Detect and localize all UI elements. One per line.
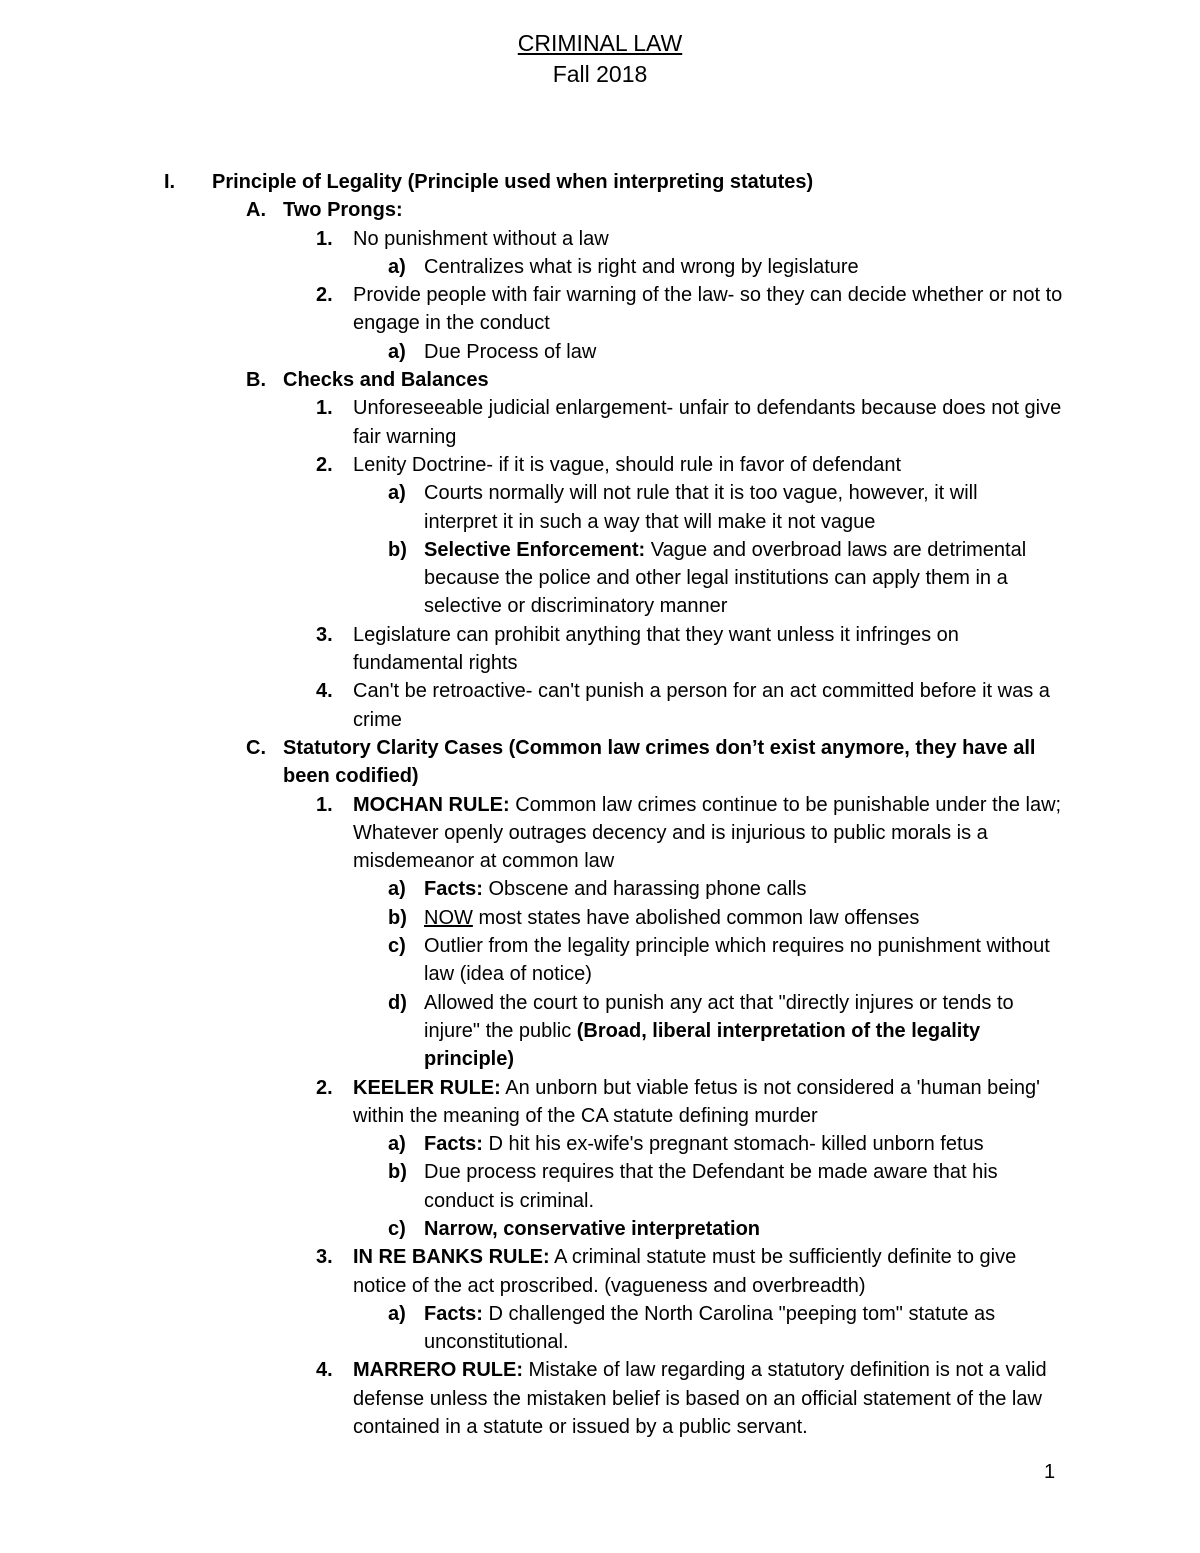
outline-text: Lenity Doctrine- if it is vague, should rule in favor of defendant bbox=[353, 453, 902, 476]
outline-item bbox=[0, 677, 1065, 734]
outline-marker: 1. bbox=[316, 227, 333, 250]
outline-marker: B. bbox=[246, 369, 266, 392]
outline-lead: Narrow, conservative interpretation bbox=[424, 1217, 761, 1240]
outline-marker: a) bbox=[388, 482, 406, 505]
outline-body bbox=[212, 171, 813, 193]
outline-marker: 4. bbox=[316, 680, 333, 703]
outline-text: Due Process of law bbox=[424, 340, 597, 363]
page-number: 1 bbox=[1044, 1461, 1056, 1483]
outline-lead: Facts: bbox=[424, 1133, 483, 1156]
outline-body bbox=[424, 539, 1026, 618]
outline-item bbox=[0, 168, 1072, 196]
outline-text: Due process requires that the Defendant be made aware that his conduct is criminal. bbox=[424, 1161, 998, 1212]
outline-marker: a) bbox=[388, 878, 406, 901]
document-subtitle: Fall 2018 bbox=[552, 61, 648, 87]
outline-marker: 3. bbox=[316, 623, 333, 646]
outline-text: Vague and overbroad laws are detrimental because the police and other legal institutions can apply them in a selective or discriminatory manner bbox=[424, 538, 1027, 618]
outline-body bbox=[424, 341, 596, 363]
outline-text: Principle of Legality (Principle used when interpreting statutes) bbox=[212, 171, 814, 193]
outline-item bbox=[0, 989, 1054, 1074]
outline-text: most states have abolished common law offenses bbox=[472, 906, 920, 929]
outline-marker: b) bbox=[388, 1161, 407, 1184]
outline-text: D challenged the North Carolina "peeping tom" statute as unconstitutional. bbox=[424, 1302, 996, 1354]
outline-marker: I. bbox=[164, 171, 176, 193]
outline-text: Courts normally will not rule that it is too vague, however, it will interpret it in such a way that will make it not vague bbox=[424, 482, 978, 533]
outline-marker: C. bbox=[246, 736, 266, 759]
outline-body bbox=[424, 992, 1014, 1071]
outline-text: Provide people with fair warning of the law- so they can decide whether or not to engage in the conduct bbox=[353, 284, 1063, 335]
outline bbox=[0, 168, 1200, 1441]
outline-text: Unforeseeable judicial enlargement- unfair to defendants because does not give fair warning bbox=[353, 397, 1062, 448]
outline-text: Checks and Balances bbox=[283, 369, 489, 392]
outline-item bbox=[0, 1158, 1054, 1215]
outline-body bbox=[353, 624, 959, 674]
outline-text: An unborn but viable fetus is not considered a 'human being' within the meaning of the CA statute defining murder bbox=[353, 1076, 1040, 1127]
outline-item bbox=[0, 904, 1054, 932]
outline-marker: b) bbox=[388, 538, 407, 561]
outline-item bbox=[0, 394, 1065, 451]
outline-item bbox=[0, 734, 1043, 791]
outline-body bbox=[424, 1161, 998, 1211]
outline-body bbox=[353, 284, 1062, 334]
outline-text: Common law crimes continue to be punishable under the law; Whatever openly outrages decency and is injurious to public morals is a misdemeanor at common law bbox=[353, 793, 1062, 873]
outline-item bbox=[0, 338, 1054, 366]
outline-body bbox=[283, 737, 1035, 787]
outline-emphasis: NOW bbox=[424, 906, 473, 929]
outline-tail: (Broad, liberal interpretation of the legality principle) bbox=[424, 1019, 981, 1071]
outline-body bbox=[424, 482, 978, 532]
outline-marker: 2. bbox=[316, 1076, 333, 1099]
document-header bbox=[0, 28, 1200, 90]
outline-item bbox=[0, 1356, 1065, 1441]
outline-body bbox=[353, 1246, 1016, 1296]
outline-item bbox=[0, 1215, 1054, 1243]
outline-lead: MARRERO RULE: bbox=[353, 1359, 523, 1382]
outline-lead: Facts: bbox=[424, 878, 483, 901]
outline-body bbox=[353, 397, 1061, 447]
outline-text: Legislature can prohibit anything that they want unless it infringes on fundamental rights bbox=[353, 623, 959, 675]
outline-text: Allowed the court to punish any act that "directly injures or tends to injure" the public bbox=[424, 991, 1014, 1042]
outline-body bbox=[283, 369, 489, 391]
outline-text: Obscene and harassing phone calls bbox=[482, 878, 807, 901]
outline-marker: a) bbox=[388, 340, 406, 363]
outline-item bbox=[0, 1130, 1054, 1158]
outline-marker: a) bbox=[388, 255, 406, 278]
outline-body bbox=[283, 199, 403, 221]
outline-marker: a) bbox=[388, 1302, 406, 1325]
outline-item bbox=[0, 1300, 1054, 1357]
outline-marker: 4. bbox=[316, 1359, 333, 1382]
outline-marker: c) bbox=[388, 935, 406, 958]
outline-item bbox=[0, 1243, 1065, 1300]
outline-text: No punishment without a law bbox=[353, 227, 609, 250]
outline-text: Centralizes what is right and wrong by legislature bbox=[424, 255, 859, 278]
outline-body bbox=[424, 1218, 760, 1240]
outline-text: Mistake of law regarding a statutory definition is not a valid defense unless the mistaken belief is based on an official statement of the law contained in a statute or issued by a public servant. bbox=[353, 1359, 1047, 1439]
outline-body bbox=[424, 1303, 995, 1353]
outline-item bbox=[0, 621, 1065, 678]
outline-lead: Facts: bbox=[424, 1302, 483, 1325]
outline-body bbox=[424, 878, 806, 900]
outline-text: D hit his ex-wife's pregnant stomach- killed unborn fetus bbox=[482, 1133, 984, 1156]
outline-item bbox=[0, 281, 1065, 338]
outline-text: Outlier from the legality principle which requires no punishment without law (idea of notice) bbox=[424, 935, 1050, 986]
outline-item bbox=[0, 366, 1043, 394]
outline-marker: A. bbox=[246, 199, 266, 222]
outline-text: Can't be retroactive- can't punish a person for an act committed before it was a crime bbox=[353, 680, 1050, 731]
outline-marker: c) bbox=[388, 1217, 406, 1240]
outline-lead: Selective Enforcement: bbox=[424, 538, 646, 561]
outline-item bbox=[0, 1074, 1065, 1131]
outline-body bbox=[353, 454, 901, 476]
outline-lead: KEELER RULE: bbox=[353, 1076, 501, 1099]
outline-item bbox=[0, 932, 1054, 989]
outline-body bbox=[353, 1359, 1047, 1438]
outline-body bbox=[424, 935, 1050, 985]
document-title: CRIMINAL LAW bbox=[517, 30, 683, 56]
outline-item bbox=[0, 791, 1065, 876]
outline-item bbox=[0, 536, 1054, 621]
outline-body bbox=[353, 228, 609, 250]
outline-marker: b) bbox=[388, 906, 407, 929]
outline-text: Two Prongs: bbox=[283, 199, 403, 222]
outline-text: Statutory Clarity Cases (Common law crimes don’t exist anymore, they have all been codified) bbox=[283, 736, 1036, 788]
outline-marker: 3. bbox=[316, 1246, 333, 1269]
outline-body bbox=[353, 1077, 1040, 1127]
outline-text: A criminal statute must be sufficiently definite to give notice of the act proscribed. (vagueness and overbreadth) bbox=[353, 1246, 1017, 1297]
outline-marker: d) bbox=[388, 991, 407, 1014]
outline-marker: a) bbox=[388, 1133, 406, 1156]
outline-body bbox=[353, 794, 1061, 873]
outline-marker: 1. bbox=[316, 793, 333, 816]
outline-item bbox=[0, 479, 1054, 536]
outline-body bbox=[424, 256, 859, 278]
outline-body bbox=[353, 680, 1050, 730]
outline-marker: 2. bbox=[316, 284, 333, 307]
outline-lead: IN RE BANKS RULE: bbox=[353, 1246, 550, 1269]
outline-item bbox=[0, 196, 1043, 224]
outline-item bbox=[0, 253, 1054, 281]
outline-body bbox=[424, 907, 919, 929]
outline-item bbox=[0, 225, 1065, 253]
outline-item bbox=[0, 875, 1054, 903]
outline-lead: MOCHAN RULE: bbox=[353, 793, 510, 816]
outline-marker: 2. bbox=[316, 453, 333, 476]
outline-marker: 1. bbox=[316, 397, 333, 420]
outline-body bbox=[424, 1133, 984, 1155]
outline-item bbox=[0, 451, 1065, 479]
